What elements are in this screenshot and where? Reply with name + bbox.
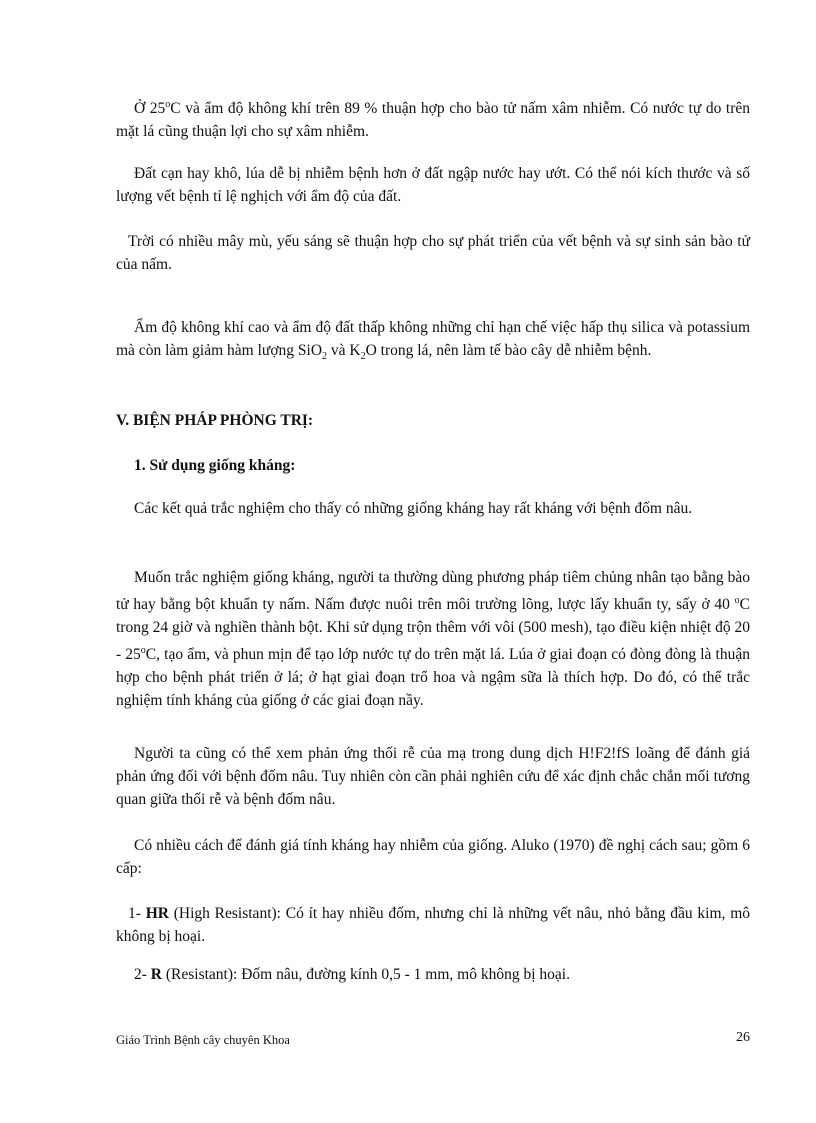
list-number: 1- bbox=[128, 905, 146, 922]
paragraph-weather bbox=[116, 230, 750, 276]
subscript: 2 bbox=[322, 351, 328, 363]
list-number: 2- bbox=[134, 966, 151, 983]
page-number: 26 bbox=[736, 1030, 750, 1045]
list-item-hr bbox=[116, 902, 750, 948]
text: (High Resistant): Có ít hay nhiều đốm, nhưng chỉ là những vết nâu, nhỏ bằng đầu kim, mô không bị hoại. bbox=[116, 905, 751, 945]
paragraph-humidity bbox=[116, 316, 750, 368]
text: Trời có nhiều mây mù, yếu sáng sẽ thuận hợp cho sự phát triển của vết bệnh và sự sinh sản bào tử của nấm. bbox=[116, 233, 750, 273]
text: Ở 25 bbox=[134, 100, 166, 118]
grade-code: HR bbox=[145, 905, 169, 922]
footer-title: Giáo Trình Bệnh cây chuyên Khoa bbox=[116, 1033, 290, 1047]
text: Có nhiều cách để đánh giá tính kháng hay nhiễm của giống. Aluko (1970) đề nghị cách sau; gồm 6 cấp: bbox=[116, 837, 750, 877]
text: C trong 24 giờ và nghiền thành bột. Khi sử dụng trộn thêm với vôi (500 mesh), tạo điều kiện nhiệt độ 20 - 25 bbox=[116, 596, 750, 664]
text: và K bbox=[327, 342, 361, 359]
paragraph-soil bbox=[116, 162, 750, 208]
superscript: o bbox=[165, 99, 171, 110]
text: C và ẩm độ không khí trên 89 % thuận hợp cho bào tử nấm xâm nhiễm. Có nước tự do trên mặt lá cũng thuận lợi cho sự xâm nhiễm. bbox=[116, 100, 750, 141]
text: Các kết quả trắc nghiệm cho thấy có những giống kháng hay rất kháng với bệnh đốm nâu. bbox=[134, 500, 693, 517]
subsection-heading: 1. Sử dụng giống kháng: bbox=[134, 457, 296, 474]
paragraph-method bbox=[116, 566, 750, 712]
grade-code: R bbox=[150, 966, 162, 983]
text: Muốn trắc nghiệm giống kháng, người ta thường dùng phương pháp tiêm chủng nhân tạo bằng bào tử hay bằng bột khuẩn ty nấm. Nấm được nuôi trên môi trường lõng, lược lấy khuẩn ty, sấy ở 40 bbox=[116, 569, 750, 614]
paragraph-evaluation bbox=[116, 834, 750, 880]
text: Người ta cũng có thể xem phản ứng thối rễ của mạ trong dung dịch H!F2!fS loãng để đánh giá phản ứng đối với bệnh đốm nâu. Tuy nhiên còn cần phải nghiên cứu để xác định chắc chắn mối tương quan giữa thối rễ và bệnh đốm nâu. bbox=[116, 745, 750, 808]
paragraph-trials bbox=[116, 497, 750, 520]
paragraph-temperature bbox=[116, 93, 750, 143]
text: O trong lá, nên làm tế bào cây dễ nhiễm bệnh. bbox=[365, 342, 652, 359]
paragraph-root-rot bbox=[116, 742, 750, 811]
superscript: o bbox=[734, 595, 740, 606]
subscript: 2 bbox=[360, 351, 366, 363]
superscript: o bbox=[140, 645, 146, 657]
text: Ẩm độ không khí cao và ẩm độ đất thấp không những chỉ hạn chế việc hấp thụ silica và potassium mà còn làm giảm hàm lượng SiO bbox=[116, 319, 750, 359]
text: Đất cạn hay khô, lúa dễ bị nhiễm bệnh hơn ở đất ngập nước hay ướt. Có thể nói kích thước và số lượng vết bệnh tỉ lệ nghịch với ẩm độ của đất. bbox=[116, 165, 750, 205]
section-heading: V. BIỆN PHÁP PHÒNG TRỊ: bbox=[116, 412, 314, 429]
list-item-r bbox=[116, 963, 750, 986]
text: (Resistant): Đốm nâu, đường kính 0,5 - 1 mm, mô không bị hoại. bbox=[162, 966, 570, 983]
text: C, tạo ẩm, và phun mịn để tạo lớp nước tự do trên mặt lá. Lúa ở giai đoạn có đòng đòng là thuận hợp cho bệnh phát triển ở lá; ở hạt giai đoạn trổ hoa và ngậm sữa là thích hợp. Do đó, có thể trắc nghiệm tính kháng của giống ở các giai đoạn nầy. bbox=[116, 646, 750, 710]
